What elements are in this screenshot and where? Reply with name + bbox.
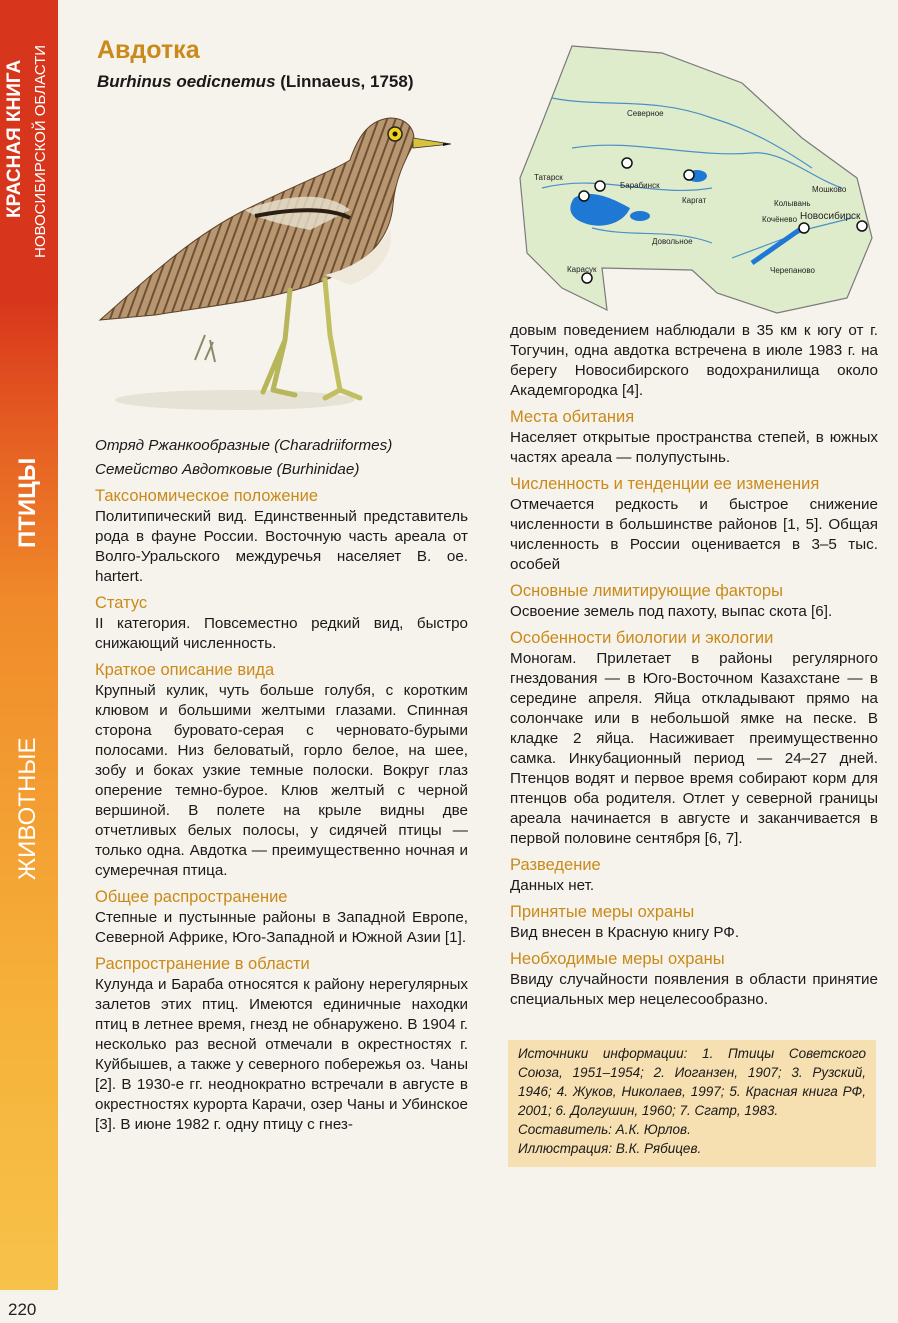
- section-heading: Статус: [95, 594, 148, 612]
- section-text: Ввиду случайности появления в области принятие специальных мер нецелесообразно.: [510, 971, 878, 1008]
- distribution-map: [512, 38, 882, 318]
- compiler: Составитель: А.К. Юрлов.: [518, 1122, 691, 1137]
- book-title: КРАСНАЯ КНИГА: [4, 59, 25, 218]
- continuation-text: довым поведением наблюдали в 35 км к югу от г. Тогучин, одна авдотка встречена в июле 1983 г. на берегу Новосибирского водохранилища около Академгородка [4].: [510, 322, 878, 399]
- section-text: Освоение земель под пахоту, выпас скота [6].: [510, 603, 833, 620]
- map-label: Кочёнево: [762, 215, 798, 224]
- map-label: Черепаново: [770, 266, 815, 275]
- map-label: Барабинск: [620, 181, 660, 190]
- section-heading: Общее распространение: [95, 888, 288, 906]
- kingdom-label: ЖИВОТНЫЕ: [14, 737, 41, 880]
- section-text: Вид внесен в Красную книгу РФ.: [510, 924, 740, 941]
- illustrator: Иллюстрация: В.К. Рябицев.: [518, 1141, 702, 1156]
- map-label: Новосибирск: [800, 211, 861, 222]
- right-column: [510, 321, 878, 1010]
- taxon-order: Отряд Ржанкообразные (Charadriiformes): [95, 437, 393, 454]
- map-label: Довольное: [652, 237, 693, 246]
- section-text: Кулунда и Бараба относятся к району нерегулярных залетов этих птиц. Имеются единичные находки птиц в летнее время, гнезд не обнаружено. В 1904 г. несколько раз весной отмечали в окрестностях г. Куйбышев, а также у северного побережья оз. Чаны [2]. В 1930-е гг. неоднократно встречали в августе в окрестностях курорта Карачи, озер Чаны и Убинское [3]. В июне 1982 г. одну птицу с гнез-: [95, 976, 468, 1133]
- section-heading: Места обитания: [510, 408, 635, 426]
- section-heading: Основные лимитирующие факторы: [510, 582, 783, 600]
- section-heading: Особенности биологии и экологии: [510, 629, 774, 647]
- section-text: Данных нет.: [510, 877, 595, 894]
- section-heading: Необходимые меры охраны: [510, 950, 725, 968]
- species-title: Авдотка: [97, 36, 200, 64]
- section-heading: Принятые меры охраны: [510, 903, 695, 921]
- book-subtitle: НОВОСИБИРСКОЙ ОБЛАСТИ: [32, 44, 49, 258]
- side-tab: [0, 0, 58, 1290]
- section-heading: Таксономическое положение: [95, 487, 319, 505]
- taxon-family: Семейство Авдотковые (Burhinidae): [95, 461, 360, 478]
- section-text: Моногам. Прилетает в районы регулярного гнездования — в Юго-Восточном Казахстане — в середине апреля. Яйца откладывают прямо на солончаке или в небольшой ямке на песке. В кладке 2 яйца. Насиживает преимущественно самка. Инкубационный период — 24–27 дней. Птенцов водят и первое время собирают корм для птенцов оба родителя. Отлет у северной границы ареала начинается в августе и заканчивается в первой половине сентября [6, 7].: [510, 650, 878, 847]
- map-label: Мошково: [812, 185, 847, 194]
- section-heading: Разведение: [510, 856, 601, 874]
- sources-text: Источники информации: 1. Птицы Советского Союза, 1951–1954; 2. Иоганзен, 1907; 3. Рузский, 1946; 4. Жуков, Николаев, 1997; 5. Красная книга РФ, 2001; 6. Долгушин, 1960; 7. Cгатр, 1983.: [518, 1046, 866, 1118]
- section-heading: Краткое описание вида: [95, 661, 275, 679]
- section-heading: Численность и тенденции ее изменения: [510, 475, 820, 493]
- latin-name: Burhinus oedicnemus (Linnaeus, 1758): [97, 72, 414, 91]
- section-text: Отмечается редкость и быстрое снижение численности в большинстве районов [1, 5]. Общая численность в России оценивается в 3–5 тыс. особей: [510, 496, 878, 573]
- map-label: Колывань: [774, 199, 811, 208]
- page-number: 220: [8, 1300, 37, 1319]
- sources-box: [508, 1040, 876, 1167]
- section-heading: Распространение в области: [95, 955, 310, 973]
- map-label: Карасук: [567, 265, 597, 274]
- bird-illustration: [95, 100, 465, 420]
- map-label: Северное: [627, 109, 664, 118]
- section-text: II категория. Повсеместно редкий вид, быстро снижающий численность.: [95, 615, 468, 652]
- section-text: Политипический вид. Единственный представитель рода в фауне России. Восточную часть ареала от Волго-Уральского междуречья населяет B. oe. hartert.: [95, 508, 468, 585]
- map-label: Каргат: [682, 196, 707, 205]
- section-text: Населяет открытые пространства степей, в южных частях ареала — полупустынь.: [510, 429, 878, 466]
- left-column: [95, 436, 468, 1135]
- section-text: Степные и пустынные районы в Западной Европе, Северной Африке, Юго-Западной и Южной Азии [1].: [95, 909, 468, 946]
- class-label: ПТИЦЫ: [14, 457, 41, 548]
- map-label: Татарск: [534, 173, 563, 182]
- section-text: Крупный кулик, чуть больше голубя, с коротким клювом и большими желтыми глазами. Спинная сторона буровато-серая с черновато-бурыми полосами. Низ беловатый, горло белое, на шее, зобу и боках узкие темные полоски. Вокруг глаз оперение темно-бурое. Клюв желтый с черной вершиной. В полете на крыле видны две отчетливых белых полосы, у сидячей птицы — только одна. Авдотка — преимущественно ночная и сумеречная птица.: [95, 682, 468, 879]
